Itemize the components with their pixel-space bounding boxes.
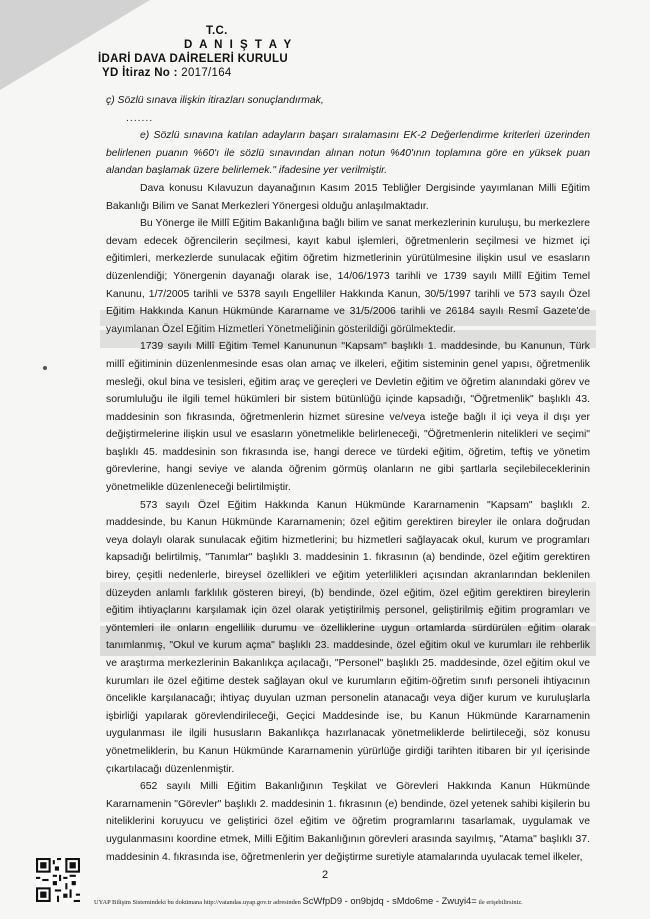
paragraph-e: e) Sözlü sınavına katılan adayların başarı sıralamasını EK-2 Değerlendirme kriterleri üzerinden belirlenen puanın %60'ı ile sözlü sınavından alınan notun %40'ının toplamına göre en yüksek puan alandan başlamak üzere belirlemek." ifadesine yer verilmiştir.	[106, 130, 590, 177]
appeal-label: YD İtiraz No :	[102, 67, 178, 79]
margin-dot	[43, 366, 47, 370]
footer-code: ScWfpD9 - on9bjdq - sMdo6me - Zwuyi4=	[302, 895, 477, 906]
header-board: İDARİ DAVA DAİRELERİ KURULU	[98, 53, 288, 65]
footer-suffix: ile erişebilirsiniz.	[478, 899, 523, 906]
body-text	[106, 92, 590, 866]
paragraph-c: ç) Sözlü sınava ilişkin itirazları sonuçlandırmak,	[106, 95, 324, 106]
paragraph-573: 573 sayılı Özel Eğitim Hakkında Kanun Hükmünde Kararnamenin "Kapsam" başlıklı 2. maddesinde, bu Kanun Hükmünde Kararnamenin; özel eğitim gerektiren bireyler ile onlara doğrudan veya dolaylı olarak sunulacak eğitim hizmetlerini; bu hizmetleri sağlayacak okul, kurum ve programları kapsadığı belirtilmiş, "Tanımlar" başlıklı 3. maddesinin 1. fıkrasının (a) bendinde, özel eğitim gerektiren birey, çeşitli nedenlerle, bireysel özellikleri ve eğitim yeterlilikleri açısından akranlarından beklenilen düzeyden anlamlı farklılık gösteren bireyi, (b) bendinde, özel eğitim, özel eğitim gerektiren bireylerin eğitim ihtiyaçlarını karşılamak için özel olarak yetiştirilmiş personel, geliştirilmiş eğitim programları ve yöntemleri ile onların engellilik durumu ve özelliklerine uygun ortamlarda sürdürülen eğitim olarak tanımlanmış, "Okul ve kurum açma" başlıklı 23. maddesinde, özel eğitim okul ve kurumları ile rehberlik ve araştırma merkezlerinin Bakanlıkça açılacağı, "Personel" başlıklı 25. maddesinde, özel eğitim okul ve kurumları ile özel eğitime destek sağlayan okul ve kurumların eğitim-öğretim sınıfı personeli ihtiyacının öncelikle karşılanacağı; ihtiyaç duyulan uzman personelin atanacağı veya diğer kurum ve kuruluşlarla işbirliği yapılarak görevlendirileceği, Geçici Maddesinde ise, bu Kanun Hükmünde Kararnamenin uygulanması ile ilgili hususların Bakanlıkça hazırlanacak yönetmeliklerde belirtileceği, söz konusu yönetmeliklerin, bu Kanun Hükmünde Kararnamenin yürürlüğe girdiği tarihten itibaren bir yıl içerisinde çıkartılacağı düzenlenmiştir.	[106, 499, 590, 775]
paragraph-yonerge: Bu Yönerge ile Millî Eğitim Bakanlığına bağlı bilim ve sanat merkezlerinin kuruluşu, bu merkezlere devam edecek öğrencilerin seçilmesi, kayıt kabul işlemleri, öğretmenlerin seçilmesi ve hizmet içi eğitimleri, merkezlerde sunulacak eğitim öğretim hizmetlerinin yürütülmesine ilişkin usul ve esasların düzenlendiği; Yönergenin dayanağı olarak ise, 14/06/1973 tarihli ve 1739 sayılı Millî Eğitim Temel Kanunu, 1/7/2005 tarihli ve 5378 sayılı Engelliler Hakkında Kanun, 30/5/1997 tarihli ve 573 sayılı Özel Eğitim Hakkında Kanun Hükmünde Kararname ve 31/5/2006 tarihli ve 26184 sayılı Resmî Gazete'de yayımlanan Özel Eğitim Hizmetleri Yönetmeliğinin gösterildiği görülmektedir.	[106, 218, 590, 335]
appeal-value: 2017/164	[181, 67, 232, 79]
footer	[94, 895, 634, 906]
page-number: 2	[321, 869, 329, 881]
paragraph-kilavuz: Dava konusu Kılavuzun dayanağının Kasım 2015 Tebliğler Dergisinde yayımlanan Milli Eğitim Bakanlığı Bilim ve Sanat Merkezleri Yönergesi olduğu anlaşılmaktadır.	[106, 182, 590, 212]
header-tc: T.C.	[206, 25, 228, 37]
header-appeal-number	[96, 66, 293, 80]
document-header	[96, 24, 293, 80]
qr-code-icon	[36, 858, 80, 902]
header-court: D A N I Ş T A Y	[184, 39, 294, 51]
paragraph-652: 652 sayılı Milli Eğitim Bakanlığının Teşkilat ve Görevleri Hakkında Kanun Hükmünde Kararnamenin "Görevler" başlıklı 2. maddesinin 1. fıkrasının (e) bendinde, özel yetenek sahibi kişilerin bu niteliklerini koruyucu ve geliştirici özel eğitim ve öğretim programlarını tasarlamak, uygulamak ve uygulanmasını koordine etmek, Milli Eğitim Bakanlığının görevleri arasında sayılmış, "Atama" başlıklı 37. maddesinin 4. fıkrasında ise, öğretmenlerin yer değiştirme suretiyle atamalarında uyulacak temel ilkeler,	[106, 781, 590, 863]
paragraph-ellipsis: .......	[126, 112, 154, 124]
paragraph-1739: 1739 sayılı Millî Eğitim Temel Kanununun "Kapsam" başlıklı 1. maddesinde, bu Kanunun, Türk millî eğitiminin düzenlenmesinde esas olan amaç ve ilkeleri, eğitim sisteminin genel yapısı, öğretmenlik mesleği, okul bina ve tesisleri, eğitim araç ve gereçleri ve Devletin eğitim ve öğretim alanındaki görev ve sorumluluğu ile ilgili temel hükümleri bir sistem bütünlüğü içinde kapsadığı, "Öğretmenlik" başlıklı 43. maddesinin son fıkrasında, öğretmenlerin hizmet süresine ve/veya isteğe bağlı il içi veya il dışı yer değiştirmelerine ilişkin usul ve esasların yönetmelikle belirleneceği, "Öğretmenlerin nitelikleri ve seçimi" başlıklı 45. maddesinin son fıkrasında ise, hangi derece ve türdeki eğitim, öğretim, teftiş ve yönetim görevlerine, hangi seviye ve alanda öğrenim görmüş olanların ne gibi şartlarla seçilebileceklerinin yönetmelikle düzenleneceği belirtilmiştir.	[106, 341, 590, 494]
footer-note: UYAP Bilişim Sistemindeki bu dokümana http://vatandas.uyap.gov.tr adresinden	[94, 899, 301, 906]
